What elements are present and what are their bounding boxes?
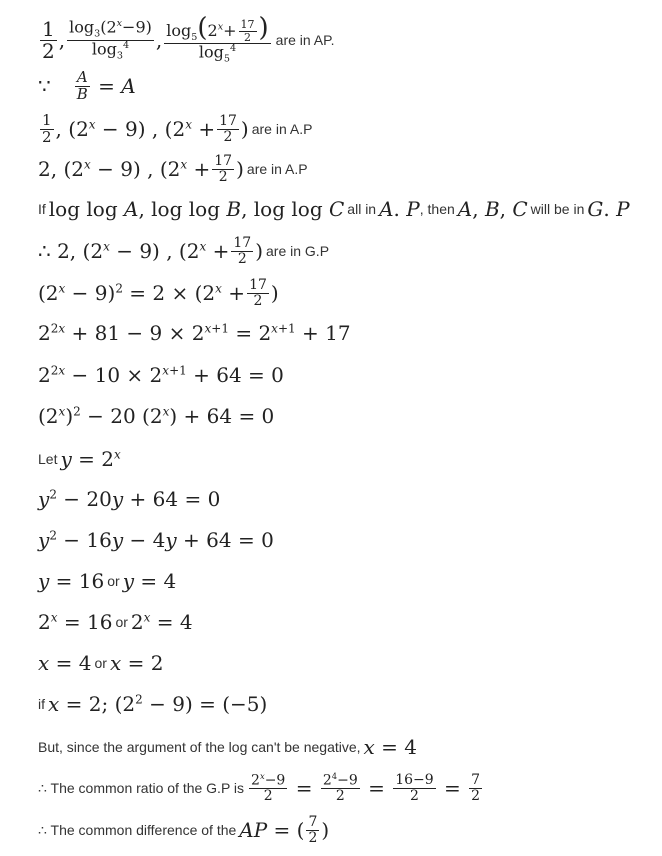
line-13: $y^2 - 16y - 4y + 64 = 0$ [38,528,274,552]
line-14: y = 16 or y = 4 [38,569,177,593]
fraction-half: $\frac{1}{2}$ [42,16,55,63]
line-16: x = 4 or x = 2 [38,651,164,675]
line-20: ∴ The common difference of the AP = ( $\frac{7}{2}$ ) [38,813,330,846]
line-3: $\frac{1}{2}$ , $(2^x - 9)$ , ($2^x$ + $\frac{17}{2}$ ) are in A.P [42,110,313,146]
line-10: $(2^x)^2 - 20$ $(2^x) + 64 = 0$ [38,404,275,428]
text-are-in-ap-2: are in A.P [251,121,313,137]
line-19: ∴ The common ratio of the G.P is $\frac{2^x-9}{2}$ = $\frac{2^4-9}{2}$ = $\frac{16-9}{2}$ = $\frac{7}{2}$ [38,770,481,805]
text-are-in-ap: are in AP. [275,32,335,48]
line-15: $2^x = 16$ or $2^x = 4$ [38,610,193,634]
line-17: if x = 2; $(2^2 - 9) = (-5)$ [38,692,268,716]
line-6: ∴ 2, $(2^x - 9)$ , ($2^x$ + $\frac{17}{2}$ ) are in G.P [38,234,330,267]
line-4: 2, $(2^x - 9)$ , ($2^x$ + $\frac{17}{2}$ ) are in A.P [38,152,308,185]
line-1: $\frac{1}{2}$ , $\frac{\log_3(2^x-9)}{\log_3^4}$ , $\log_5(2^x+$ $\frac{17}{2}$ ) $\log_5^4$ are in AP. [42,12,335,65]
line-8: $2^{2x} + 81 - 9 \times 2^{x+1} = 2^{x+1} + 17$ [38,321,351,345]
line-2: ∵ $\frac{A}{B}$ = A [38,67,136,103]
line-12: $y^2 - 20y + 64 = 0$ [38,487,221,511]
fraction-log5: $\log_5(2^x+$ $\frac{17}{2}$ ) $\log_5^4$ [166,12,269,65]
text-are-in-ap-3: are in A.P [246,161,308,177]
line-9: $2^{2x} - 10 \times 2^{x+1} + 64 = 0$ [38,363,284,387]
line-7: $(2^x - 9)^2 = 2 \times (2^x$ + $\frac{17}{2}$ ) [38,276,279,309]
fraction-log3: $\frac{\log_3(2^x-9)}{\log_3^4}$ [69,17,152,62]
line-11: Let $y = 2^x$ [38,447,121,471]
line-18: But, since the argument of the log can't be negative, x = 4 [38,735,418,759]
line-5: If log log A, log log B, log log C all in A. P , then A, B, C will be in G. P [38,197,630,221]
